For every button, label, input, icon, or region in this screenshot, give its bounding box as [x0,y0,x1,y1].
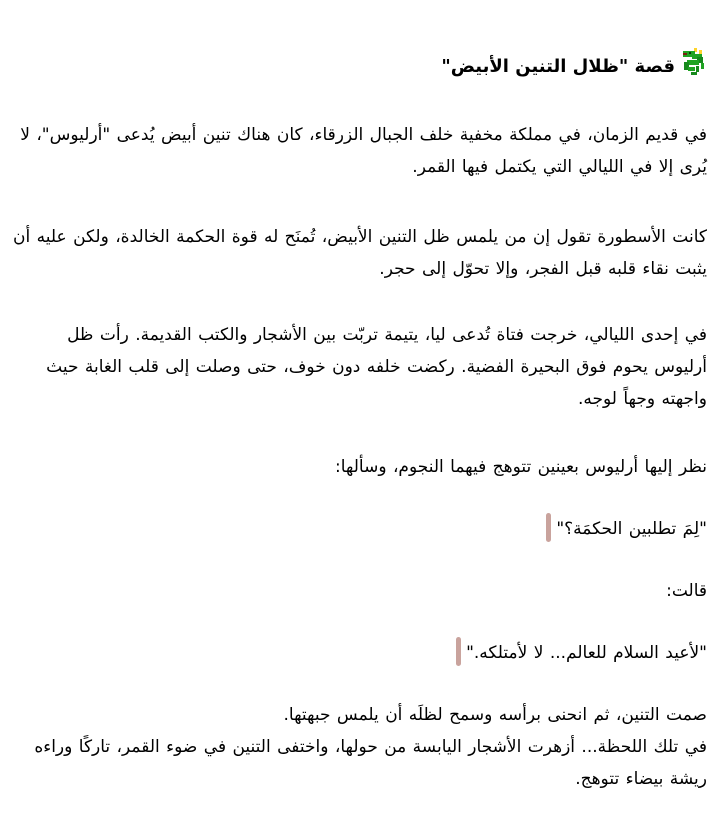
story-paragraph-2: كانت الأسطورة تقول إن من يلمس ظل التنين الأبيض، تُمنَح له قوة الحكمة الخالدة، ولكن عليه أن يثبت نقاء قلبه قبل الفجر، وإلا تحوّل إلى حجر. [13,227,707,279]
dialogue-quote-1 [13,513,707,545]
page-title [13,48,707,85]
quote-1-text: "لِمَ تطلبين الحكمَة؟" [556,519,707,539]
story-paragraph-1: في قديم الزمان، في مملكة مخفية خلف الجبال الزرقاء، كان هناك تنين أبيض يُدعى "أرليوس"، لا يُرى إلا في الليالي التي يكتمل فيها القمر. [20,125,707,177]
cursor-bar-2 [456,637,461,666]
ending-line-2: في تلك اللحظة... أزهرت الأشجار اليابسة من حولها، واختفى التنين في ضوء القمر، تاركًا وراءه ريشة بيضاء تتوهج. [34,737,707,789]
story-paragraph-ending [13,699,707,795]
ending-line-1: صمت التنين، ثم انحنى برأسه وسمح لظلَه أن يلمس جبهتها. [283,705,707,725]
dragon-icon [682,48,707,85]
narration-line: نظر إليها أرليوس بعينين تتوهج فيهما النجوم، وسألها: [334,457,707,477]
dialogue-quote-2 [13,637,707,669]
quote-2-text: "لأعيد السلام للعالم... لا لأمتلكه." [466,643,707,663]
story-paragraph-3: في إحدى الليالي، خرجت فتاة تُدعى ليا، يتيمة تربّت بين الأشجار والكتب القديمة. رأت ظل أرليوس يحوم فوق البحيرة الفضية. ركضت خلفه دون خوف، حتى وصلت إلى قلب الغابة حيث واجهته وجهاً لوجه. [46,325,707,409]
cursor-bar-1 [546,513,551,542]
said-label: قالت: [666,581,707,601]
page-title-text: قصة "ظلال التنين الأبيض" [441,55,675,77]
